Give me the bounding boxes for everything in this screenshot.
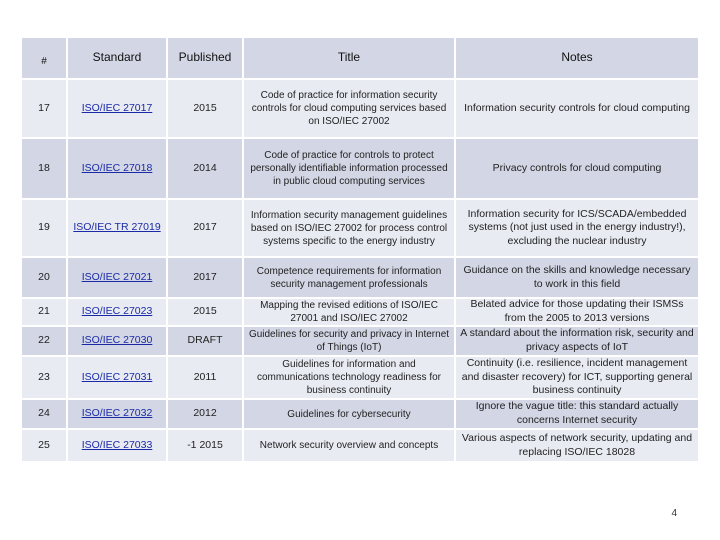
header-notes: Notes xyxy=(561,50,593,65)
standard-notes: Information security controls for cloud computing xyxy=(464,101,690,114)
standard-notes: A standard about the information risk, security and privacy aspects of IoT xyxy=(460,327,694,353)
standard-title: Code of practice for information security controls for cloud computing services based on ISO/IEC 27002 xyxy=(244,80,456,137)
published-year: 2015 xyxy=(168,80,244,137)
row-number: 19 xyxy=(22,200,68,256)
standard-notes: Guidance on the skills and knowledge necessary to work in this field xyxy=(463,263,691,290)
standard-title: Network security overview and concepts xyxy=(244,430,456,461)
standard-link[interactable]: ISO/IEC 27033 xyxy=(81,438,153,451)
header-title: Title xyxy=(244,38,456,78)
table-row xyxy=(22,327,698,357)
standard-title: Mapping the revised editions of ISO/IEC 27001 and ISO/IEC 27002 xyxy=(244,299,456,325)
header-number: # xyxy=(22,38,68,78)
published-year: 2014 xyxy=(168,139,244,198)
standard-title: Competence requirements for information security management professionals xyxy=(244,258,456,297)
table-row xyxy=(22,430,698,461)
standard-title: Guidelines for security and privacy in Internet of Things (IoT) xyxy=(244,327,456,355)
header-published: Published xyxy=(168,38,244,78)
standard-notes: Belated advice for those updating their ISMSs from the 2005 to 2013 versions xyxy=(470,299,684,324)
standard-notes: Privacy controls for cloud computing xyxy=(492,161,662,174)
published-year: 2015 xyxy=(168,299,244,325)
table-row xyxy=(22,299,698,327)
published-year: 2017 xyxy=(168,200,244,256)
standard-link[interactable]: ISO/IEC 27021 xyxy=(81,270,153,283)
standard-link[interactable]: ISO/IEC 27032 xyxy=(81,407,153,420)
standard-link[interactable]: ISO/IEC 27031 xyxy=(81,370,153,383)
table-header-row xyxy=(22,38,698,80)
table-row xyxy=(22,80,698,139)
standard-link[interactable]: ISO/IEC 27017 xyxy=(81,101,153,114)
row-number: 25 xyxy=(22,430,68,461)
standard-title: Guidelines for cybersecurity xyxy=(244,400,456,428)
standard-link[interactable]: ISO/IEC TR 27019 xyxy=(73,221,161,234)
standard-link[interactable]: ISO/IEC 27030 xyxy=(81,334,153,347)
table-row xyxy=(22,139,698,200)
standard-link[interactable]: ISO/IEC 27018 xyxy=(81,161,153,174)
standard-link[interactable]: ISO/IEC 27023 xyxy=(81,305,153,318)
standard-title: Guidelines for information and communications technology readiness for business continuity xyxy=(244,357,456,398)
published-year: 2012 xyxy=(168,400,244,428)
row-number: 24 xyxy=(22,400,68,428)
published-year: 2011 xyxy=(168,357,244,398)
published-year: -1 2015 xyxy=(168,430,244,461)
row-number: 21 xyxy=(22,299,68,325)
table-row xyxy=(22,258,698,299)
row-number: 17 xyxy=(22,80,68,137)
row-number: 20 xyxy=(22,258,68,297)
table-row xyxy=(22,200,698,258)
standard-notes: Continuity (i.e. resilience, incident management and disaster recovery) for ICT, supporting general business continuity xyxy=(461,357,693,397)
standard-notes: Various aspects of network security, updating and replacing ISO/IEC 18028 xyxy=(461,431,693,458)
standard-notes: Information security for ICS/SCADA/embedded systems (not just used in the energy industry!), excluding the nuclear industry xyxy=(467,207,687,247)
page-number: 4 xyxy=(671,508,677,519)
table-row xyxy=(22,357,698,400)
table-row xyxy=(22,400,698,430)
standards-table xyxy=(22,38,698,461)
standard-notes: Ignore the vague title: this standard actually concerns Internet security xyxy=(475,400,679,426)
published-year: DRAFT xyxy=(168,327,244,355)
row-number: 22 xyxy=(22,327,68,355)
standard-title: Information security management guidelines based on ISO/IEC 27002 for process control systems specific to the energy industry xyxy=(244,200,456,256)
standard-title: Code of practice for controls to protect personally identifiable information processed in public cloud computing services xyxy=(244,139,456,198)
row-number: 18 xyxy=(22,139,68,198)
published-year: 2017 xyxy=(168,258,244,297)
row-number: 23 xyxy=(22,357,68,398)
header-standard: Standard xyxy=(68,38,168,78)
